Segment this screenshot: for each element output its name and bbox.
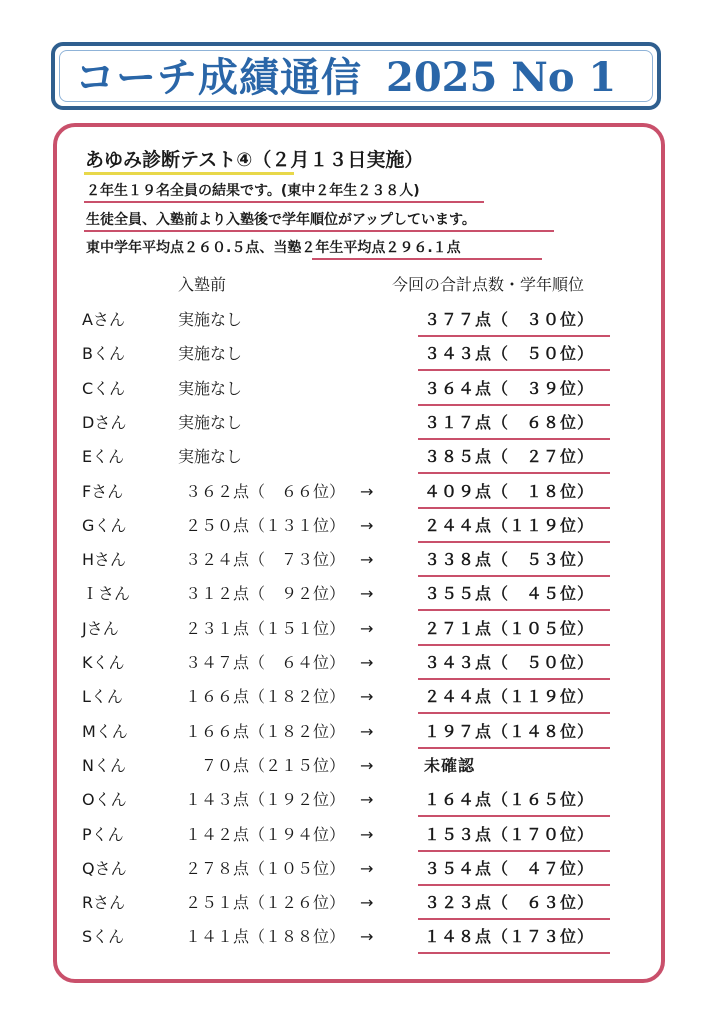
score-current: ３４３点（ ５０位） — [424, 344, 595, 364]
student-name: Ｉさん — [82, 584, 131, 604]
score-before-enrollment: 実施なし — [178, 378, 243, 398]
score-underline — [418, 952, 610, 954]
score-current: ３３８点（ ５３位） — [424, 550, 595, 570]
column-header-after: 今回の合計点数・学年順位 — [392, 275, 585, 294]
score-underline — [418, 678, 610, 680]
list-item — [0, 923, 722, 957]
score-underline — [418, 712, 610, 714]
arrow-right-icon: → — [360, 927, 374, 947]
note-rank-up: 生徒全員、入塾前より入塾後で学年順位がアップしています。 — [86, 212, 476, 228]
title-main: コーチ成績通信 — [75, 54, 362, 101]
note-averages: 東中学年平均点２６０.５点、当塾２年生平均点２９６.１点 — [86, 240, 461, 256]
arrow-right-icon: → — [360, 550, 374, 570]
score-current: ３７７点（ ３０位） — [424, 310, 595, 329]
list-item — [0, 821, 722, 855]
score-before-enrollment: １４２点（１９４位） — [184, 824, 345, 844]
arrow-right-icon: → — [360, 653, 374, 672]
score-before-enrollment: １４３点（１９２位） — [184, 790, 345, 810]
arrow-right-icon: → — [360, 515, 374, 535]
score-underline — [418, 369, 610, 371]
student-name: Hさん — [82, 550, 127, 570]
arrow-right-icon: → — [360, 893, 374, 913]
list-item — [0, 752, 722, 786]
student-name: Jさん — [82, 618, 119, 638]
arrow-right-icon: → — [360, 584, 374, 604]
score-current: ３１７点（ ６８位） — [424, 412, 595, 432]
list-item — [0, 340, 722, 374]
score-underline — [418, 438, 610, 440]
list-item — [0, 718, 722, 752]
title-banner — [51, 42, 661, 110]
list-item — [0, 649, 722, 683]
student-name: Mくん — [82, 721, 128, 741]
score-before-enrollment: 実施なし — [178, 310, 243, 329]
score-underline — [418, 507, 610, 509]
score-before-enrollment: 実施なし — [178, 447, 243, 467]
score-current: ３５４点（ ４７位） — [424, 858, 595, 878]
list-item — [0, 375, 722, 409]
arrow-right-icon: → — [360, 687, 374, 707]
student-name: Rさん — [82, 893, 126, 913]
score-before-enrollment: ２３１点（１５１位） — [184, 618, 345, 638]
list-item — [0, 786, 722, 820]
score-underline — [418, 747, 610, 749]
score-before-enrollment: ３２４点（ ７３位） — [184, 550, 345, 570]
score-before-enrollment: １６６点（１８２位） — [184, 687, 345, 707]
list-item — [0, 512, 722, 546]
score-before-enrollment: ３１２点（ ９２位） — [184, 584, 345, 604]
score-current: ４０９点（ １８位） — [424, 481, 595, 501]
score-current: １５３点（１７０位） — [424, 824, 595, 844]
score-before-enrollment: ７０点（２１５位） — [200, 755, 345, 775]
list-item — [0, 889, 722, 923]
score-underline — [418, 884, 610, 886]
list-item — [0, 409, 722, 443]
score-current: ２４４点（１１９位） — [424, 687, 595, 707]
student-name: Dさん — [82, 412, 127, 432]
score-underline — [418, 472, 610, 474]
score-underline — [418, 644, 610, 646]
score-current: １６４点（１６５位） — [424, 790, 595, 810]
score-current: ３８５点（ ２７位） — [424, 447, 595, 467]
arrow-right-icon: → — [360, 824, 374, 844]
score-before-enrollment: ２５１点（１２６位） — [184, 893, 345, 913]
student-name: Gくん — [82, 515, 127, 535]
arrow-right-icon: → — [360, 481, 374, 501]
arrow-right-icon: → — [360, 790, 374, 810]
score-underline — [418, 815, 610, 817]
list-item — [0, 580, 722, 614]
score-underline — [418, 850, 610, 852]
score-current: ２４４点（１１９位） — [424, 515, 595, 535]
note-participants: ２年生１９名全員の結果です。(東中２年生２３８人) — [86, 183, 420, 199]
list-item — [0, 306, 722, 340]
score-current: ３２３点（ ６３位） — [424, 893, 595, 913]
score-before-enrollment: ３４７点（ ６４位） — [184, 653, 345, 672]
score-before-enrollment: １４１点（１８８位） — [184, 927, 345, 947]
score-current: 未確認 — [424, 755, 476, 775]
list-item — [0, 855, 722, 889]
student-name: Aさん — [82, 310, 125, 329]
score-current: ３４３点（ ５０位） — [424, 653, 595, 672]
score-before-enrollment: ２７８点（１０５位） — [184, 858, 345, 878]
student-name: Nくん — [82, 755, 126, 775]
score-before-enrollment: ３６２点（ ６６位） — [184, 481, 345, 501]
list-item — [0, 546, 722, 580]
student-name: Lくん — [82, 687, 123, 707]
score-underline — [418, 404, 610, 406]
student-name: Fさん — [82, 481, 124, 501]
title-issue-number: 2025 No 1 — [386, 54, 617, 101]
student-name: Sくん — [82, 927, 125, 947]
student-name: Kくん — [82, 653, 125, 672]
list-item — [0, 683, 722, 717]
score-before-enrollment: 実施なし — [178, 344, 243, 364]
note-underline — [84, 201, 484, 203]
score-underline — [418, 918, 610, 920]
heading-underline — [84, 172, 294, 175]
column-header-before: 入塾前 — [178, 275, 227, 294]
score-before-enrollment: ２５０点（１３１位） — [184, 515, 345, 535]
arrow-right-icon: → — [360, 755, 374, 775]
score-current: ３５５点（ ４５位） — [424, 584, 595, 604]
student-name: Qさん — [82, 858, 127, 878]
student-name: Bくん — [82, 344, 125, 364]
newsletter-title — [75, 52, 616, 104]
student-name: Eくん — [82, 447, 125, 467]
student-name: Pくん — [82, 824, 124, 844]
score-before-enrollment: 実施なし — [178, 412, 243, 432]
score-underline — [418, 609, 610, 611]
score-underline — [418, 575, 610, 577]
list-item — [0, 615, 722, 649]
score-current: ３６４点（ ３９位） — [424, 378, 595, 398]
arrow-right-icon: → — [360, 618, 374, 638]
score-before-enrollment: １６６点（１８２位） — [184, 721, 345, 741]
arrow-right-icon: → — [360, 721, 374, 741]
note-underline — [312, 258, 542, 260]
list-item — [0, 443, 722, 477]
score-current: １４８点（１７３位） — [424, 927, 595, 947]
student-name: Cくん — [82, 378, 126, 398]
score-current: １９７点（１４８位） — [424, 721, 595, 741]
test-heading: あゆみ診断テスト④（２月１３日実施） — [85, 149, 424, 171]
list-item — [0, 478, 722, 512]
note-underline — [84, 230, 554, 232]
arrow-right-icon: → — [360, 858, 374, 878]
score-underline — [418, 541, 610, 543]
score-underline — [418, 335, 610, 337]
score-current: ２７１点（１０５位） — [424, 618, 595, 638]
student-name: Oくん — [82, 790, 127, 810]
